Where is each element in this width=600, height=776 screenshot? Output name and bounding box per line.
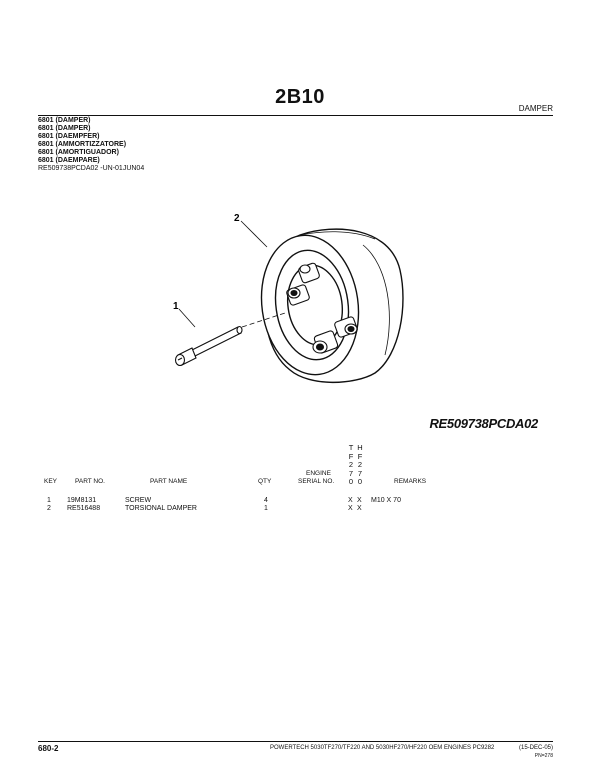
section-name: DAMPER (518, 104, 553, 113)
header-qty: QTY (258, 478, 272, 485)
footer-pn: PN=278 (534, 753, 553, 759)
callout-2: 2 (234, 213, 240, 224)
footer-date: (15-DEC-05) (518, 745, 553, 751)
row-part-no: RE516488 (67, 505, 101, 512)
part-name-en-2: 6801 (DAMPER) (38, 125, 91, 132)
header-rule (38, 115, 553, 116)
row-key: 1 (47, 497, 51, 504)
callout-1: 1 (173, 301, 179, 312)
footer-title: POWERTECH 5030TF270/TF220 AND 5030HF270/HF220 OEM ENGINES PC9282 (270, 745, 495, 751)
page-title: 2B10 (275, 86, 325, 108)
row-remarks: M10 X 70 (371, 497, 401, 504)
row-qty: 1 (264, 505, 268, 512)
header-serial-no: SERIAL NO. (298, 478, 335, 485)
row-part-name: TORSIONAL DAMPER (125, 505, 197, 512)
row-key: 2 (47, 505, 51, 512)
figure-id: RE509738PCDA02 (429, 416, 538, 431)
row-qty: 4 (264, 497, 268, 504)
footer-page-number: 680-2 (38, 744, 59, 753)
damper-illustration (150, 205, 440, 405)
header-part-no: PART NO. (75, 478, 105, 485)
row-mark-tf270: X (348, 505, 353, 512)
header-key: KEY (44, 478, 58, 485)
part-name-es: 6801 (AMORTIGUADOR) (38, 149, 119, 156)
row-part-no: 19M8131 (67, 497, 97, 504)
row-mark-tf270: X (348, 497, 353, 504)
multilingual-part-names (38, 117, 144, 173)
part-name-it: 6801 (AMMORTIZZATORE) (38, 141, 127, 148)
row-part-name: SCREW (125, 497, 152, 504)
part-name-en: 6801 (DAMPER) (38, 117, 91, 124)
part-name-de: 6801 (DAEMPFER) (38, 133, 100, 140)
code-column-hf270: H F 2 7 0 (357, 443, 363, 486)
header-engine: ENGINE (306, 470, 331, 477)
screw-drawing (176, 327, 243, 366)
row-mark-hf270: X (357, 497, 362, 504)
footer-rule (38, 741, 553, 742)
header-part-name: PART NAME (150, 478, 188, 485)
illustration-reference: RE509738PCDA02 -UN-01JUN04 (38, 165, 145, 172)
torsional-damper-drawing (253, 229, 403, 382)
header-remarks: REMARKS (394, 478, 427, 485)
row-mark-hf270: X (357, 505, 362, 512)
part-name-sv: 6801 (DAEMPARE) (38, 157, 100, 164)
code-column-tf270: T F 2 7 0 (348, 443, 354, 486)
